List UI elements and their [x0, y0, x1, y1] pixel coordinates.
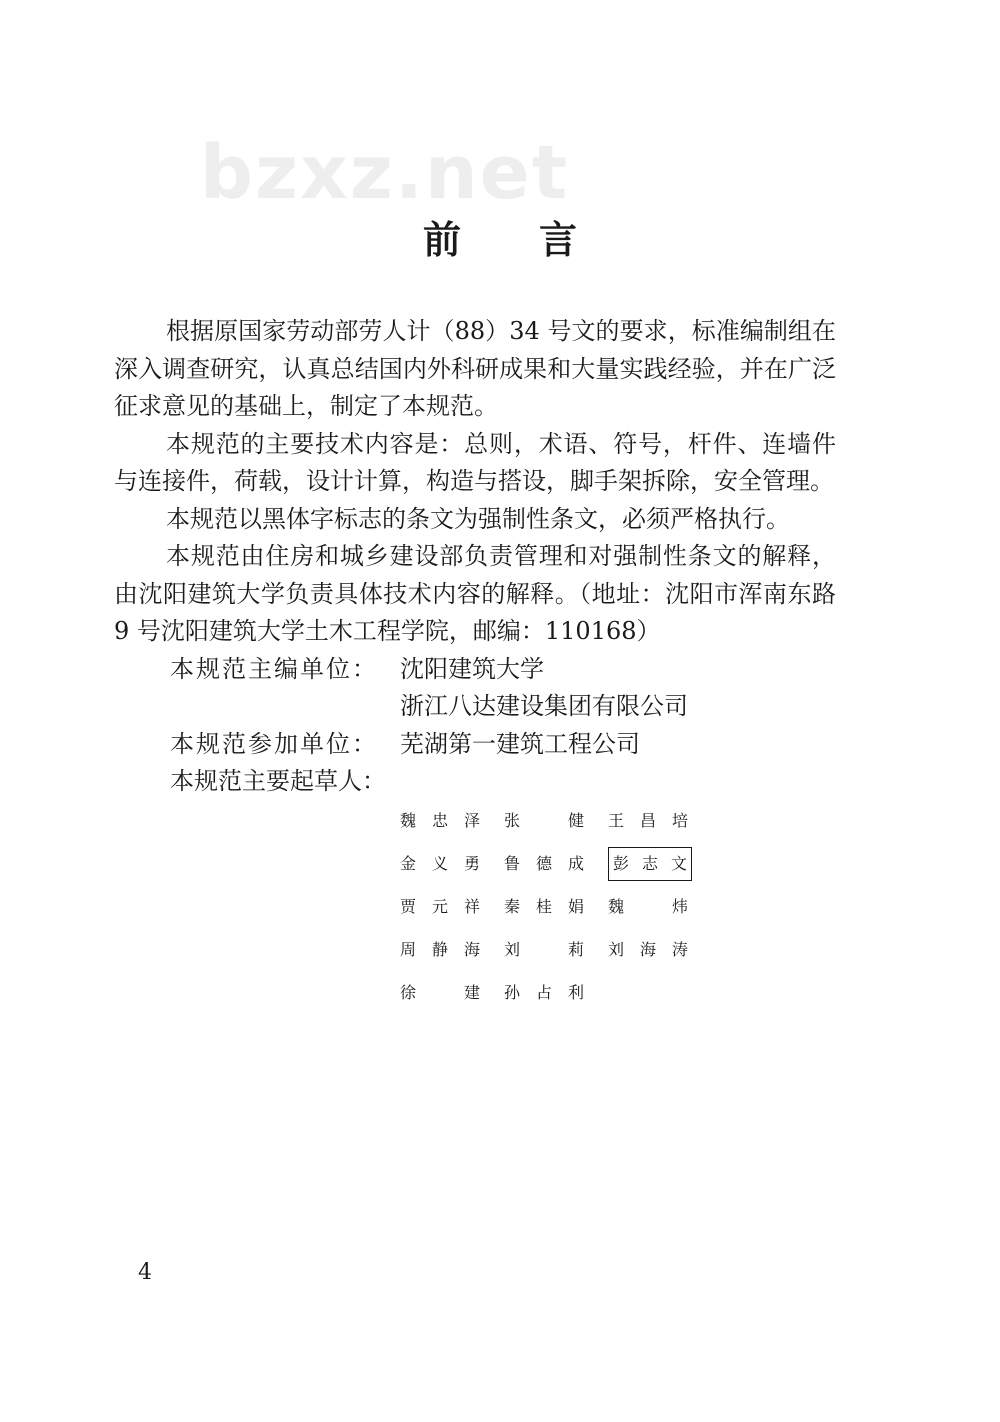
- drafter-name: 周静海: [400, 940, 480, 959]
- participating-unit-label: 本规范参加单位：: [170, 729, 378, 758]
- paragraph-management: 本规范由住房和城乡建设部负责管理和对强制性条文的解释，由沈阳建筑大学负责具体技术内容的解释。（地址：沈阳市浑南东路 9 号沈阳建筑大学土木工程学院，邮编：110168）: [114, 542, 836, 645]
- drafter-name: 孙占利: [504, 983, 584, 1002]
- participating-unit-1: 芜湖第一建筑工程公司: [400, 729, 640, 758]
- drafter-name: 鲁德成: [504, 854, 584, 873]
- chief-unit-row-2: [170, 688, 836, 726]
- drafter-name: 魏炜: [608, 897, 688, 916]
- participating-unit-row: [170, 726, 836, 764]
- watermark: bzxz.net: [200, 130, 570, 216]
- chief-unit-1: 沈阳建筑大学: [400, 654, 544, 683]
- name-row-2: [400, 842, 712, 885]
- paragraph-main-content: 本规范的主要技术内容是：总则，术语、符号，杆件、连墙件与连接件，荷载，设计计算，构造与搭设，脚手架拆除，安全管理。: [114, 429, 836, 495]
- drafter-name: 金义勇: [400, 854, 480, 873]
- name-row-5: [400, 971, 712, 1014]
- name-row-3: [400, 885, 712, 928]
- paragraph-basis: 根据原国家劳动部劳人计（88）34 号文的要求，标准编制组在深入调查研究，认真总结国内外科研成果和大量实践经验，并在广泛征求意见的基础上，制定了本规范。: [114, 317, 836, 420]
- drafters-names: [400, 799, 712, 1014]
- drafter-name: 刘海涛: [608, 940, 688, 959]
- drafter-name: 秦桂娟: [504, 897, 584, 916]
- name-row-1: [400, 799, 712, 842]
- drafter-name-boxed: 彭志文: [608, 842, 712, 885]
- drafter-name: 贾元祥: [400, 897, 480, 916]
- drafter-name: 徐建: [400, 983, 480, 1002]
- drafters-label: 本规范主要起草人：: [170, 767, 386, 795]
- drafters-row: [170, 763, 836, 801]
- drafter-name: 张健: [504, 811, 584, 830]
- page-title: 前言: [422, 217, 655, 262]
- name-row-4: [400, 928, 712, 971]
- preface-content: [114, 313, 836, 801]
- chief-unit-2: 浙江八达建设集团有限公司: [400, 692, 688, 720]
- drafter-name: 王昌培: [608, 811, 688, 830]
- drafter-name: 魏忠泽: [400, 811, 480, 830]
- drafter-name: 刘莉: [504, 940, 584, 959]
- chief-unit-label: 本规范主编单位：: [170, 654, 378, 683]
- page-number: 4: [138, 1260, 152, 1285]
- paragraph-mandatory: 本规范以黑体字标志的条文为强制性条文，必须严格执行。: [166, 504, 790, 533]
- chief-unit-row: [170, 651, 836, 689]
- chief-unit-label-spacer: [170, 688, 400, 726]
